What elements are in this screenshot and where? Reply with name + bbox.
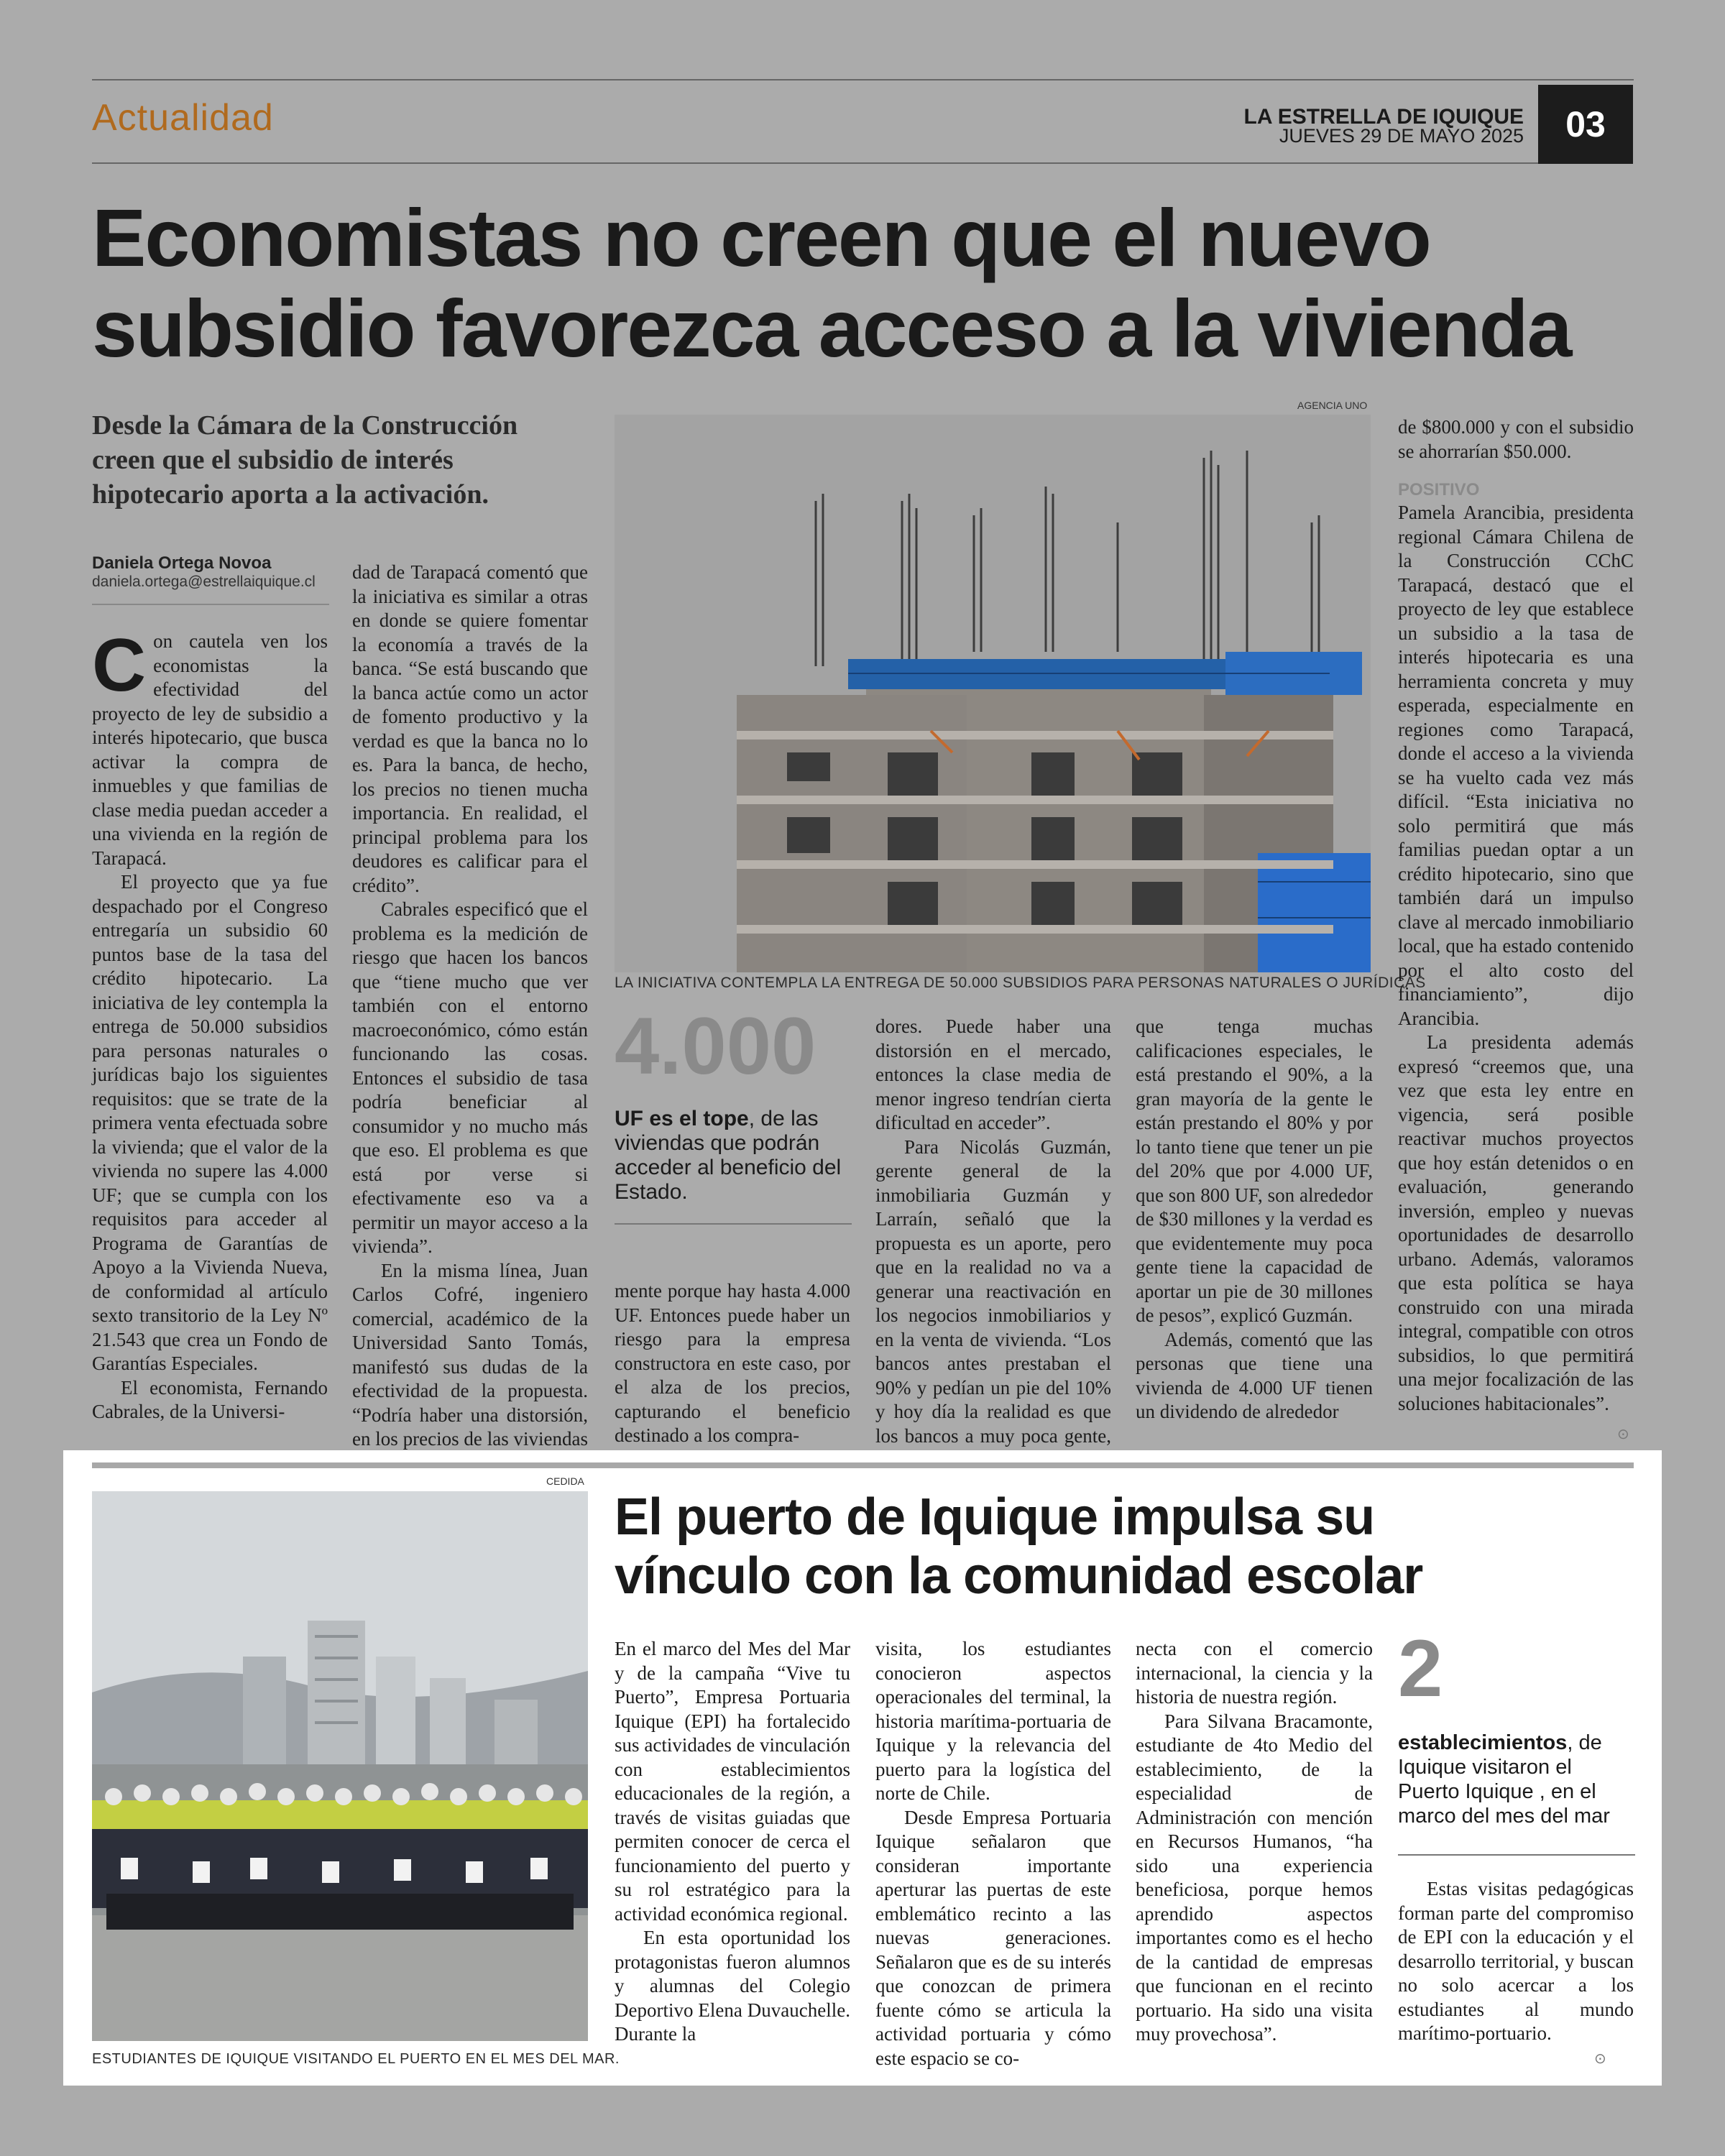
article2-photo-caption: ESTUDIANTES DE IQUIQUE VISITANDO EL PUERTO EN EL MES DEL MAR. (92, 2051, 620, 2067)
article1-paragraph: Para Nicolás Guzmán, gerente general de la inmobiliaria Guzmán y Larraín, señaló que la propuesta es un aporte, pero que en la realidad no va a generar una reactivación en los negocios inmobiliarios y en la venta de vivienda. “Los bancos antes prestaban el 90% y pedían un pie del 10% y hoy día la realidad es que los bancos a muy poca gente, (875, 1135, 1111, 1447)
article1-headline-line1: Economistas no creen que el nuevo (92, 193, 1430, 283)
article2-column-4 (1398, 1877, 1634, 2046)
article2-stat-bold: establecimientos (1398, 1731, 1568, 1754)
page-number-box (1538, 85, 1633, 164)
article1-stat-text (615, 1107, 852, 1204)
article2-stat-text (1398, 1731, 1635, 1828)
students-photo (92, 1491, 588, 2041)
article1-paragraph: dad de Tarapacá comentó que la iniciativa es similar a otras en donde se quiere fomentar la economía a través de la banca. “Se está buscando que la banca actúe como un actor de fomento productivo y la verdad es que la banca no lo es. Para la banca, de hecho, los precios no tienen mucha importancia. En realidad, el principal problema para los deudores es calificar para el crédito”. (352, 561, 588, 896)
article2-end-mark-icon: ⊙ (1594, 2051, 1606, 2067)
page-number: 03 (1565, 104, 1606, 144)
article2-paragraph: En el marco del Mes del Mar y de la campaña “Vive tu Puerto”, Empresa Portuaria Iquique (EPI) ha fortalecido sus actividades de vinculación con establecimientos educacionales de la región, a través de visitas guiadas que permiten conocer de cerca el funcionamiento del puerto y su rol estratégico para la actividad económica regional. (615, 1638, 850, 1925)
article1-paragraph: En la misma línea, Juan Carlos Cofré, ingeniero comercial, académico de la Universidad Santo Tomás, manifestó sus dudas de la efectividad de la propuesta. “Podría haber una distorsión, en los precios de las viviendas (352, 1259, 588, 1450)
article2-headline-line2: vínculo con la comunidad escolar (615, 1547, 1423, 1605)
article1-column-5 (1136, 1015, 1373, 1424)
article1-paragraph: on cautela ven los economistas la efectividad del proyecto de ley de subsidio a interés hipotecario, que busca activar la compra de inmuebles y que familias de clase media puedan acceder a una vivienda en la región de Tarapacá. (92, 630, 328, 869)
author-name: Daniela Ortega Novoa (92, 553, 272, 573)
article1-paragraph: El economista, Fernando Cabrales, de la Universi- (92, 1376, 328, 1422)
issue-date: JUEVES 29 DE MAYO 2025 (1279, 125, 1524, 147)
newspaper-name: LA ESTRELLA DE IQUIQUE (1243, 105, 1524, 129)
article2-paragraph: necta con el comercio internacional, la ciencia y la historia de nuestra región. (1136, 1638, 1373, 1708)
article1-paragraph: de $800.000 y con el subsidio se ahorrarían $50.000. (1398, 416, 1634, 462)
photo-credit: AGENCIA UNO (1297, 400, 1368, 411)
article1-paragraph: mente porque hay hasta 4.000 UF. Entonces puede haber un riesgo para la empresa constructora en este caso, por el alza de los precios, capturando el beneficio destinado a los compra- (615, 1280, 850, 1446)
article2-column-2 (875, 1637, 1111, 2070)
article2-column-1 (615, 1637, 850, 2047)
drop-cap: C (92, 624, 147, 707)
article1-paragraph: Además, comentó que las personas que tiene una vivienda de 4.000 UF tienen un dividendo de alrededor (1136, 1328, 1373, 1422)
article1-column-6 (1398, 415, 1634, 1416)
building-illustration (615, 415, 1371, 972)
subhead-positivo: POSITIVO (1398, 480, 1480, 499)
article2-stat-rest: , de Iquique visitaron el Puerto Iquique , en el marco del mes del mar (1398, 1731, 1610, 1828)
article2-paragraph: En esta oportunidad los protagonistas fueron alumnos y alumnas del Colegio Deportivo Elena Duvauchelle. Durante la (615, 1927, 850, 2045)
deck-line2: creen que el subsidio de interés (92, 445, 454, 475)
article1-column-1 (92, 624, 328, 1424)
article1-paragraph: Cabrales especificó que el problema es la medición de riesgo que hacen los bancos que “tiene mucho que ver también con el entorno macroeconómico, cómo están funcionando las cosas. Entonces el subsidio de tasa podría beneficiar al consumidor y no mucho más que eso. El problema es que está por verse si efectivamente eso va a permitir un mayor acceso a la vivienda”. (352, 898, 588, 1257)
article2-stat-value: 2 (1398, 1623, 1443, 1713)
article1-column-4 (875, 1015, 1111, 1473)
article1-stat-bold: UF es el tope (615, 1107, 749, 1130)
deck-line3: hipotecario aporta a la activación. (92, 479, 489, 510)
article1-column-2 (352, 561, 588, 1475)
section-label: Actualidad (92, 97, 274, 139)
article2-headline (615, 1488, 1635, 1606)
article1-deck (92, 408, 581, 512)
article2-paragraph: Para Silvana Bracamonte, estudiante de 4to Medio del establecimiento, de la especialidad de Administración con mención en Recursos Humanos, “ha sido una experiencia beneficiosa, porque hemos aprendido aspectos importantes como es el hecho de la cantidad de empresas que funcionan en el recinto portuario. Ha sido una visita muy provechosa”. (1136, 1710, 1373, 2045)
article1-headline-line2: subsidio favorezca acceso a la vivienda (92, 283, 1571, 374)
article1-column-3 (615, 1279, 850, 1448)
author-email[interactable]: daniela.ortega@estrellaiquique.cl (92, 573, 316, 590)
article2-paragraph: Estas visitas pedagógicas forman parte del compromiso de EPI con la educación y el desarrollo territorial, y buscan no solo acercar a los estudiantes al mundo marítimo-portuario. (1398, 1878, 1634, 2044)
article1-paragraph: La presidenta además expresó “creemos que, una vez que esta ley entre en vigencia, será posible reactivar muchos proyectos que hoy están detenidos o en evaluación, generando inversión, empleo y nuevas oportunidades de desarrollo urbano. Además, valoramos que esta política se haya construido con una mirada integral, compatible con otros subsidios, lo que permitirá una mejor focalización de las soluciones habitacionales”. (1398, 1031, 1634, 1414)
byline-rule (92, 604, 329, 605)
article2-column-3 (1136, 1637, 1373, 2047)
construction-photo (615, 415, 1371, 972)
header-top-rule (92, 79, 1634, 80)
article1-paragraph: Pamela Arancibia, presidenta regional Cámara Chilena de la Construcción CChC Tarapacá, destacó que el proyecto de ley que establece un subsidio a la tasa de interés hipotecaria es una herramienta concreta y muy esperada, especialmente en regiones como Tarapacá, donde el acceso a la vivienda se ha vuelto cada vez más difícil. “Esta iniciativa no solo permitirá que más familias puedan optar a un crédito hipotecario, sino que también dará un impulso clave al mercado inmobiliario local, que ha estado contenido por el alto costo del financiamiento”, dijo Arancibia. (1398, 502, 1634, 1029)
article1-photo-caption: LA INICIATIVA CONTEMPLA LA ENTREGA DE 50.000 SUBSIDIOS PARA PERSONAS NATURALES O JURÍDICAS (615, 975, 1426, 991)
header-bottom-rule (92, 162, 1538, 164)
stat-rule (615, 1223, 852, 1225)
article2-paragraph: visita, los estudiantes conocieron aspectos operacionales del terminal, la historia marítima-portuaria de Iquique y la relevancia del puerto para la logística del norte de Chile. (875, 1638, 1111, 1804)
article2-headline-line1: El puerto de Iquique impulsa su (615, 1488, 1375, 1546)
article1-stat-rest: , de las viviendas que podrán acceder al beneficio del Estado. (615, 1107, 842, 1204)
students-illustration (92, 1491, 588, 2041)
article1-headline (92, 193, 1637, 374)
article2-top-bar (92, 1462, 1634, 1468)
article1-stat-value: 4.000 (615, 1001, 816, 1091)
article2-stat-rule (1398, 1854, 1635, 1856)
deck-line1: Desde la Cámara de la Construcción (92, 410, 518, 441)
article1-paragraph: El proyecto que ya fue despachado por el Congreso entregaría un subsidio 60 puntos base de la tasa del crédito hipotecario. La iniciativa de ley contempla la entrega de 50.000 subsidios para personas naturales o jurídicas bajo los siguientes requisitos: que se trate de la primera venta efectuada sobre la vivienda; que el valor de la vivienda no supere las 4.000 UF; que se cumpla con los requisitos para acceder al Programa de Garantías de Apoyo a la Vivienda Nueva, de conformidad al artículo sexto transitorio de la Ley Nº 21.543 que crea un Fondo de Garantías Especiales. (92, 871, 328, 1374)
article1-paragraph: dores. Puede haber una distorsión en el mercado, entonces la clase media de menor ingreso tendrían cierta dificultad en acceder”. (875, 1015, 1111, 1133)
end-mark-icon: ⊙ (1617, 1427, 1629, 1442)
article1-paragraph: que tenga muchas calificaciones especiales, le está prestando el 90%, a la gran mayoría de la gente le están prestando el 80% y por lo tanto tiene que tener un pie del 20% que por 4.000 UF, que son 800 UF, son alrededor de $30 millones y la verdad es que evidentemente muy poca gente tiene la capacidad de aportar un pie de 30 millones de pesos”, explicó Guzmán. (1136, 1015, 1373, 1326)
article2-paragraph: Desde Empresa Portuaria Iquique señalaron que consideran importante aperturar las puertas de este emblemático recinto a las nuevas generaciones. Señalaron que es de su interés que conozcan de primera fuente cómo se articula la actividad portuaria y cómo este espacio se co- (875, 1806, 1111, 2069)
article2-photo-credit: CEDIDA (546, 1475, 584, 1487)
